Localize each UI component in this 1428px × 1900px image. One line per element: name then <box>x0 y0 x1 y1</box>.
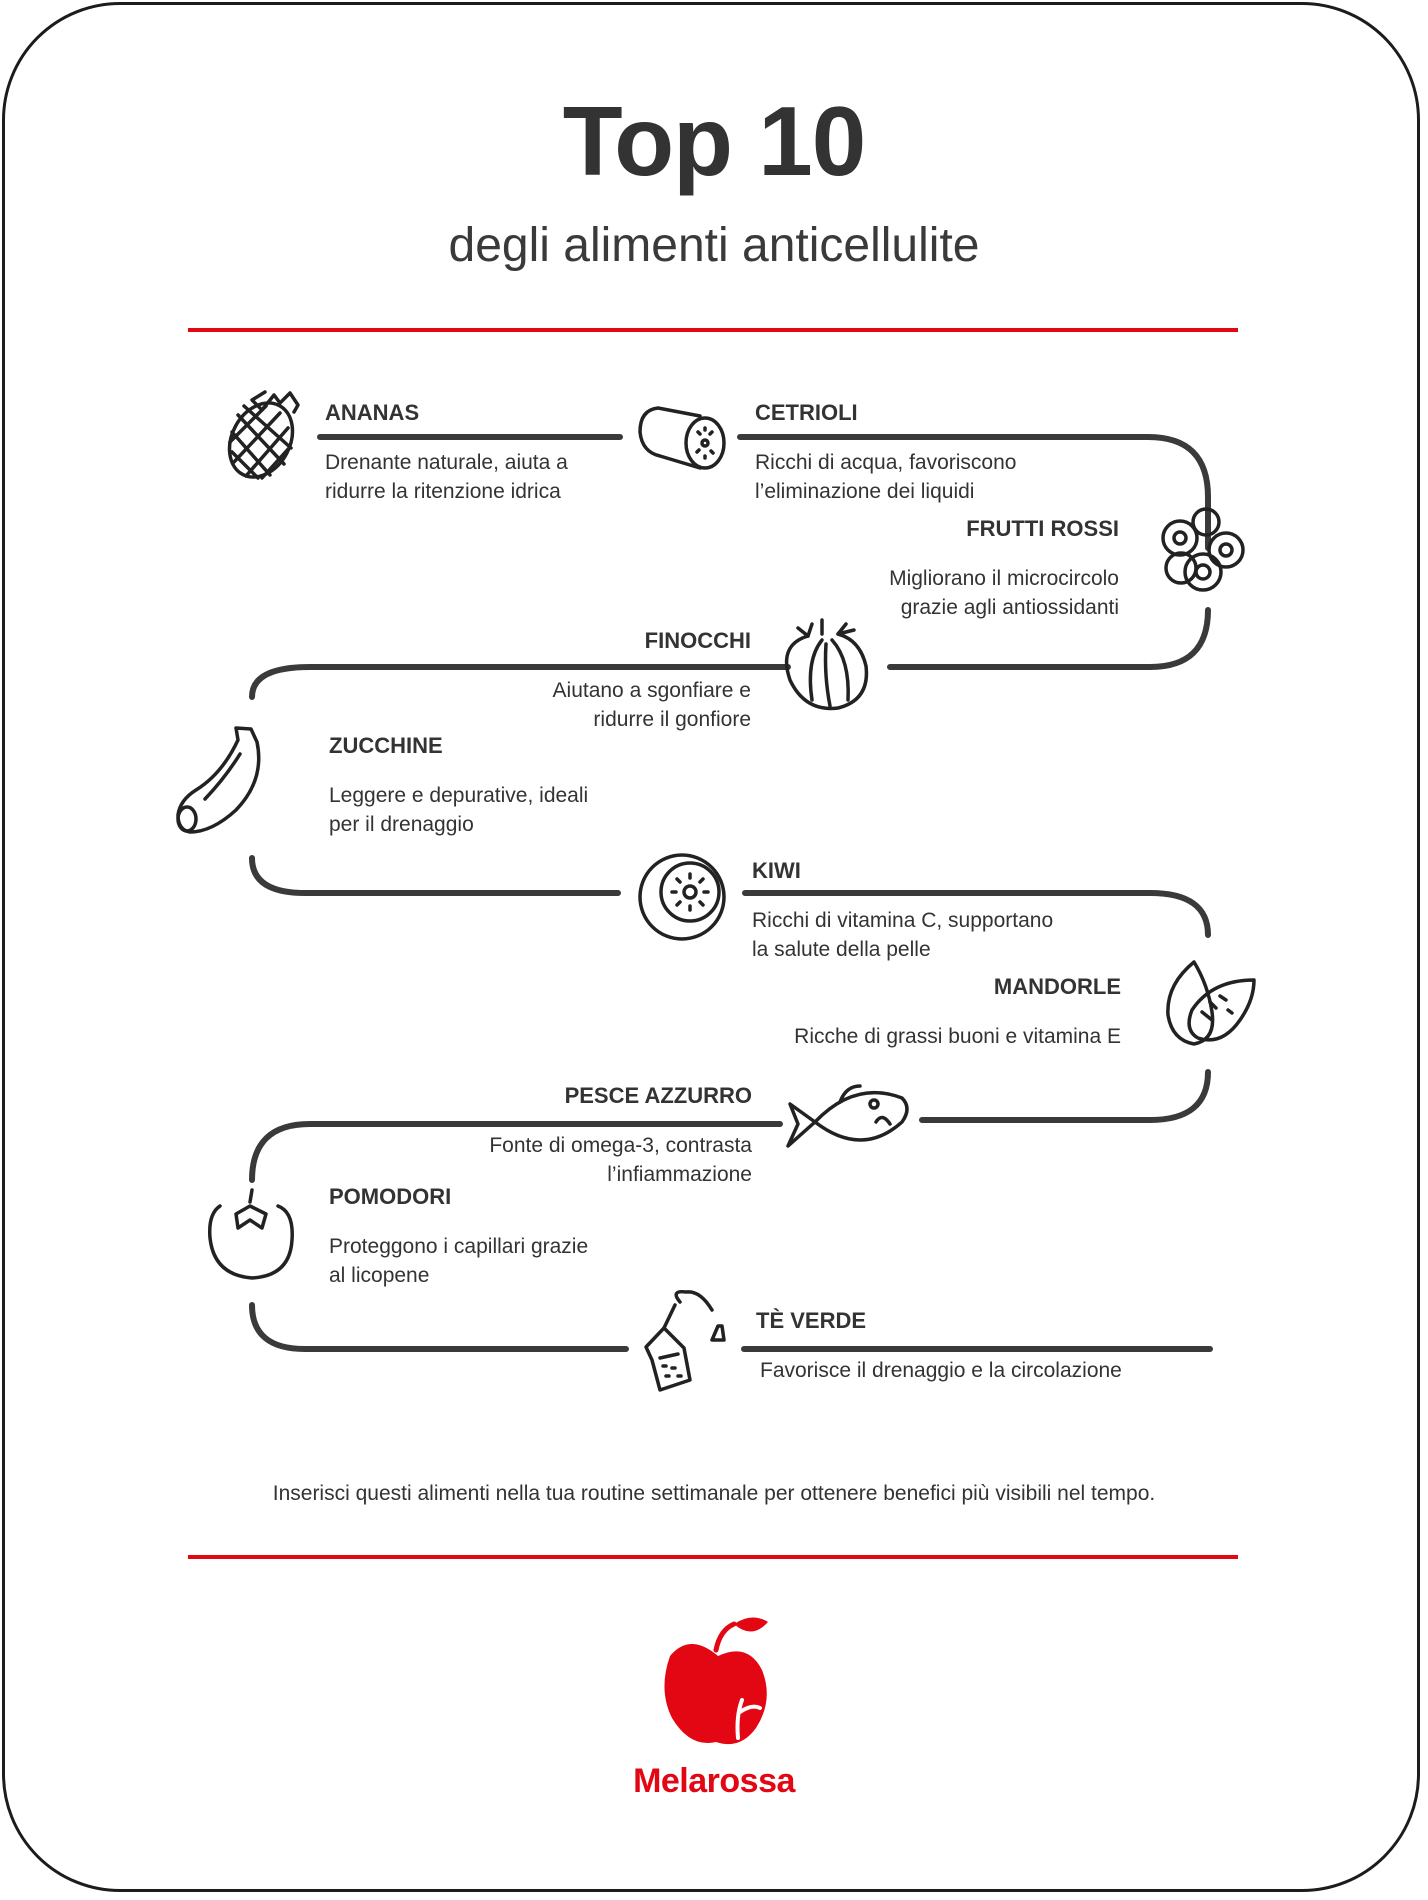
footer-note: Inserisci questi alimenti nella tua routine settimanale per ottenere benefici più visibili nel tempo. <box>272 1482 1156 1505</box>
item-desc-kiwi: Ricchi di vitamina C, supportano la salute della pelle <box>752 909 1054 961</box>
item-desc-te-verde: Favorisce il drenaggio e la circolazione <box>760 1359 1122 1382</box>
item-name-kiwi: KIWI <box>752 858 801 883</box>
zucchini-icon <box>178 728 259 832</box>
item-name-finocchi: FINOCCHI <box>644 628 751 653</box>
item-desc-frutti-rossi: Migliorano il microcircolo grazie agli antiossidanti <box>889 567 1119 619</box>
almond-icon <box>1168 962 1254 1044</box>
cucumber-icon <box>640 408 724 468</box>
fish-icon <box>788 1086 907 1146</box>
item-desc-zucchine: Leggere e depurative, ideali per il drenaggio <box>329 784 589 836</box>
tomato-icon <box>210 1190 293 1278</box>
pineapple-icon <box>217 392 305 488</box>
item-name-pomodori: POMODORI <box>329 1184 452 1209</box>
fennel-icon <box>787 620 867 708</box>
page-title: Top 10 <box>562 86 866 196</box>
apple-logo <box>664 1617 768 1744</box>
item-name-cetrioli: CETRIOLI <box>755 400 858 425</box>
berries-icon <box>1163 509 1243 590</box>
tea-bag-icon <box>646 1292 724 1390</box>
page-subtitle: degli alimenti anticellulite <box>448 219 980 272</box>
item-name-zucchine: ZUCCHINE <box>329 733 443 758</box>
brand-name: Melarossa <box>633 1762 795 1800</box>
item-name-frutti-rossi: FRUTTI ROSSI <box>966 516 1119 541</box>
item-name-pesce-azzurro: PESCE AZZURRO <box>564 1083 752 1108</box>
item-desc-pesce-azzurro: Fonte di omega-3, contrasta l’infiammazione <box>489 1134 752 1186</box>
item-desc-mandorle: Ricche di grassi buoni e vitamina E <box>794 1025 1121 1048</box>
item-desc-ananas: Drenante naturale, aiuta a ridurre la ritenzione idrica <box>325 451 568 503</box>
item-name-mandorle: MANDORLE <box>993 974 1121 999</box>
item-desc-finocchi: Aiutano a sgonfiare e ridurre il gonfiore <box>552 679 751 731</box>
item-name-ananas: ANANAS <box>325 400 420 425</box>
item-desc-cetrioli: Ricchi di acqua, favoriscono l’eliminazione dei liquidi <box>755 451 1017 503</box>
item-desc-pomodori: Proteggono i capillari grazie al licopene <box>329 1235 589 1287</box>
kiwi-icon <box>640 855 724 939</box>
item-name-te-verde: TÈ VERDE <box>756 1308 867 1333</box>
